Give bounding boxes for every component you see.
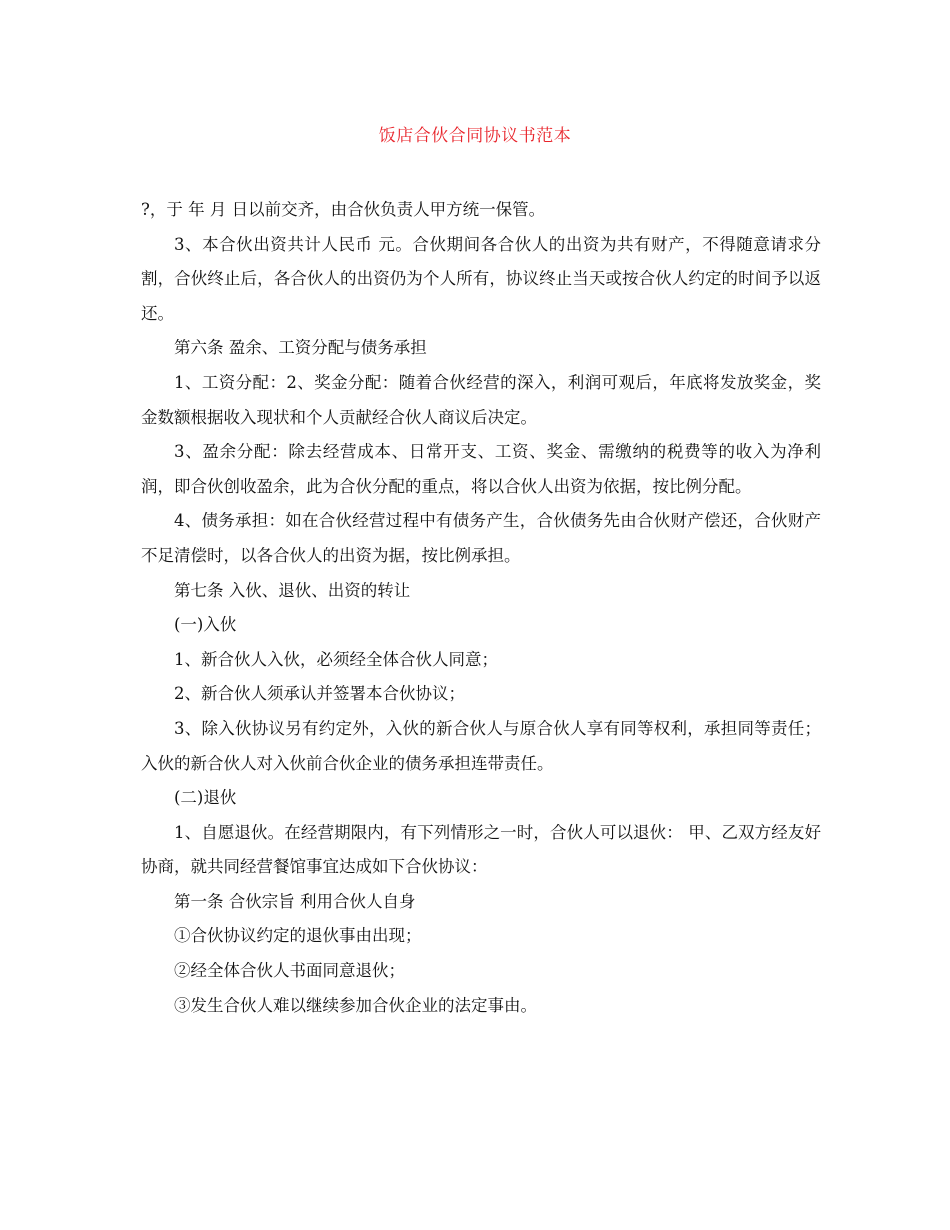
document-title: 饭店合伙合同协议书范本: [378, 126, 572, 146]
list-item: ②经全体合伙人书面同意退伙；: [174, 961, 405, 981]
paragraph: 4、债务承担：如在合伙经营过程中有债务产生，合伙债务先由合伙财产偿还，合伙财产不足清偿时，以各合伙人的出资为据，按比例承担。: [141, 511, 821, 565]
subsection-heading: (二)退伙: [174, 788, 237, 808]
paragraph: 1、工资分配：2、奖金分配：随着合伙经营的深入，利润可观后，年底将发放奖金，奖金数额根据收入现状和个人贡献经合伙人商议后决定。: [141, 372, 821, 427]
paragraph: 3、本合伙出资共计人民币 元。合伙期间各合伙人的出资为共有财产，不得随意请求分割，合伙终止后，各合伙人的出资仍为个人所有，协议终止当天或按合伙人约定的时间予以返还。: [141, 234, 821, 323]
list-item: 2、新合伙人须承认并签署本合伙协议；: [174, 684, 465, 704]
list-item: ③发生合伙人难以继续参加合伙企业的法定事由。: [174, 995, 537, 1015]
subsection-heading: (一)入伙: [174, 615, 237, 635]
paragraph: 3、盈余分配：除去经营成本、日常开支、工资、奖金、需缴纳的税费等的收入为净利润，即合伙创收盈余，此为合伙分配的重点，将以合伙人出资为依据，按比例分配。: [141, 442, 821, 496]
section-heading: 第一条 合伙宗旨 利用合伙人自身: [174, 891, 416, 911]
paragraph: ?，于 年 月 日以前交齐，由合伙负责人甲方统一保管。: [141, 200, 546, 219]
list-item: 1、自愿退伙。在经营期限内，有下列情形之一时，合伙人可以退伙： 甲、乙双方经友好协商，就共同经营餐馆事宜达成如下合伙协议：: [141, 822, 821, 877]
list-item: 1、新合伙人入伙，必须经全体合伙人同意；: [174, 649, 498, 669]
document-body: [141, 193, 821, 1023]
list-item: ①合伙协议约定的退伙事由出现；: [174, 926, 422, 946]
list-item: 3、除入伙协议另有约定外，入伙的新合伙人与原合伙人享有同等权利，承担同等责任；入伙的新合伙人对入伙前合伙企业的债务承担连带责任。: [141, 718, 821, 773]
section-heading: 第六条 盈余、工资分配与债务承担: [174, 338, 427, 358]
section-heading: 第七条 入伙、退伙、出资的转让: [174, 580, 411, 600]
